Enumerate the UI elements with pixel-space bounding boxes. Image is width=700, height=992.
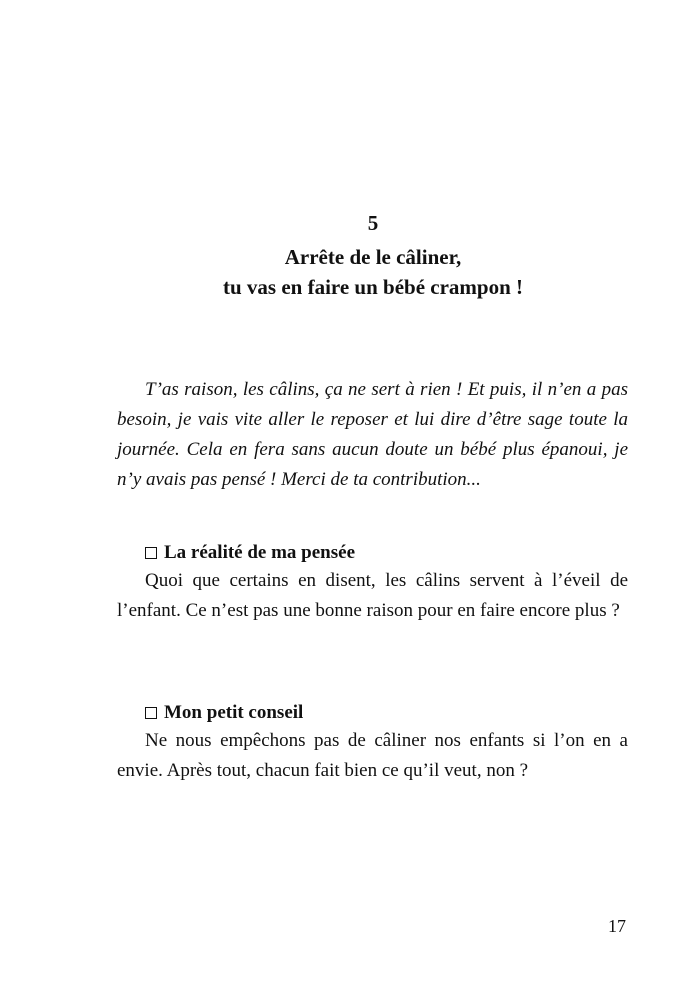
intro-paragraph <box>117 375 628 495</box>
chapter-title-line-2: tu vas en faire un bébé crampon ! <box>222 275 524 299</box>
section-body-advice <box>117 726 628 786</box>
section-heading-reality <box>145 538 355 568</box>
section-body-reality <box>117 566 628 626</box>
section-heading-advice <box>145 698 303 728</box>
checkbox-icon <box>145 707 157 719</box>
section-body-text: Quoi que certains en disent, les câlins servent à l’éveil de l’enfant. Ce n’est pas une bonne raison pour en faire encore plus ? <box>117 570 628 621</box>
page-number: 17 <box>608 916 626 936</box>
chapter-title <box>0 242 700 302</box>
chapter-title-line-1: Arrête de le câliner, <box>284 245 462 269</box>
checkbox-icon <box>145 547 157 559</box>
chapter-number: 5 <box>367 211 379 235</box>
section-heading-text: La réalité de ma pensée <box>164 542 356 563</box>
section-body-text: Ne nous empêchons pas de câliner nos enfants si l’on en a envie. Après tout, chacun fait bien ce qu’il veut, non ? <box>117 730 628 781</box>
section-heading-text: Mon petit conseil <box>164 702 304 723</box>
intro-text: T’as raison, les câlins, ça ne sert à rien ! Et puis, il n’en a pas besoin, je vais vite aller le reposer et lui dire d’être sage toute la journée. Cela en fera sans aucun doute un bébé plus épanoui, je n’y avais pas pensé ! Merci de ta contribution... <box>117 379 628 490</box>
